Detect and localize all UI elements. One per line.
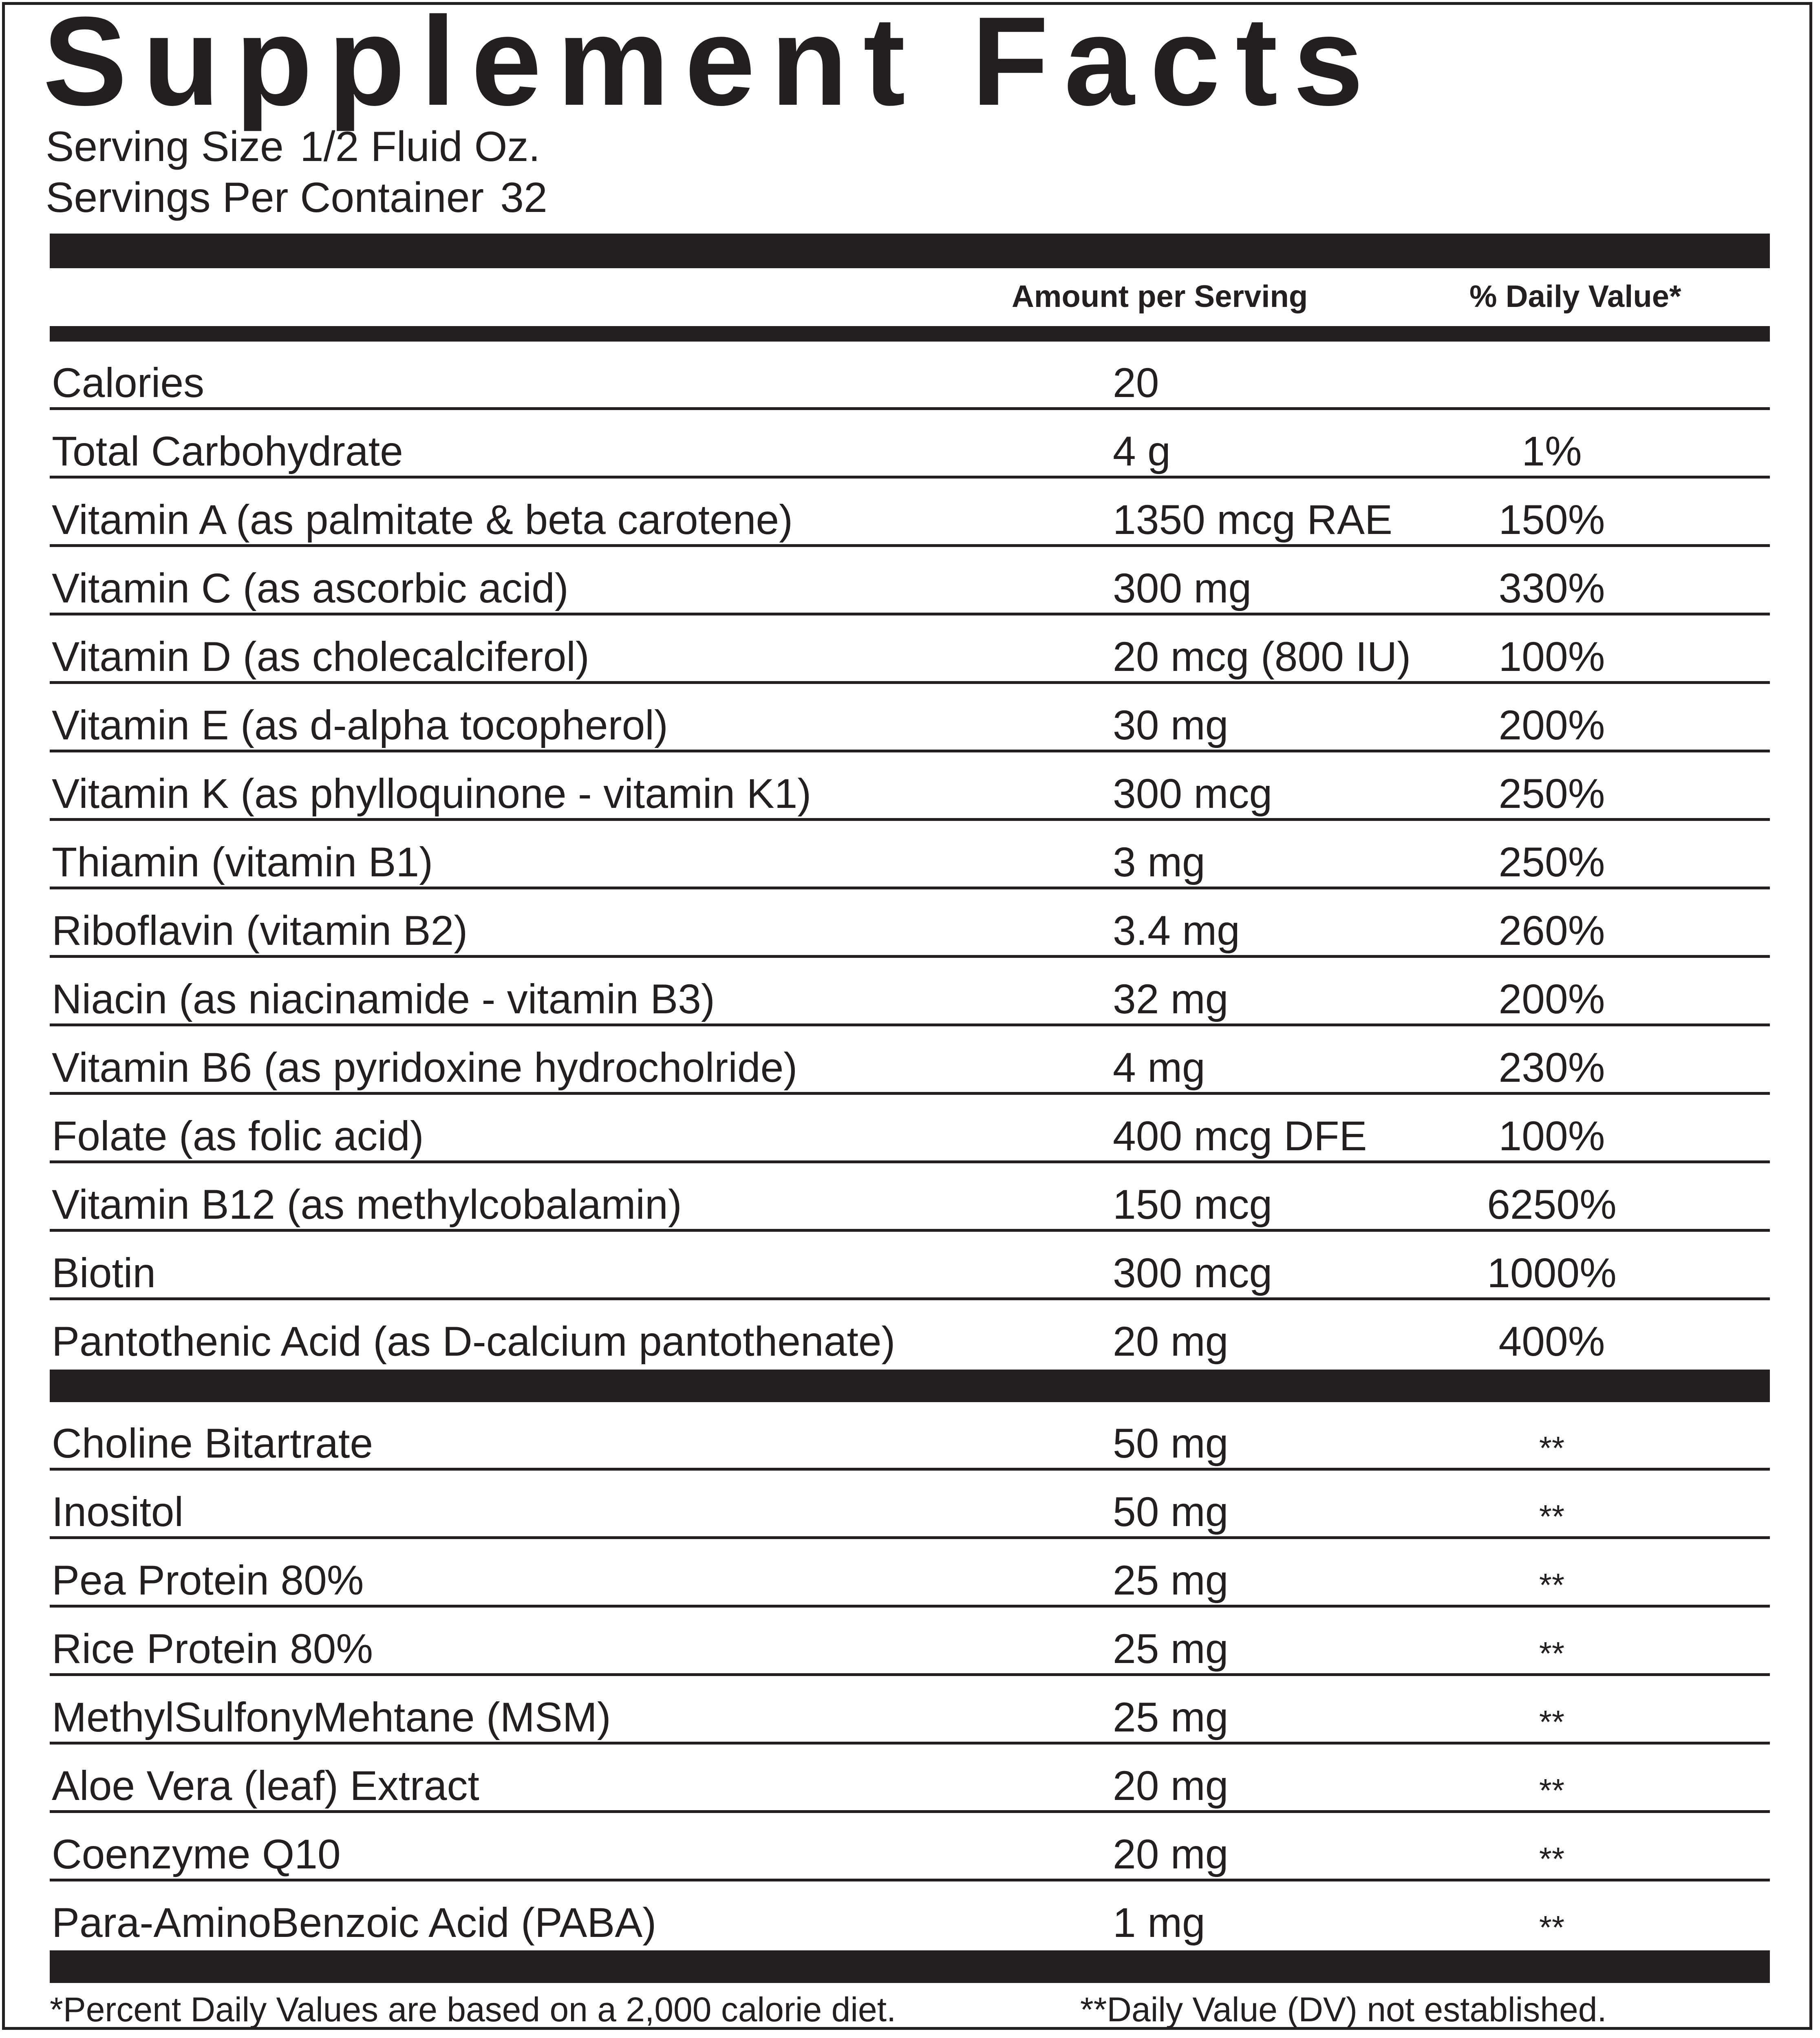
nutrient-row (50, 821, 1770, 889)
amount-per-serving: 400 mcg DFE (1113, 1113, 1367, 1159)
amount-per-serving: 20 mg (1113, 1831, 1229, 1877)
blend-row (50, 1608, 1770, 1676)
amount-per-serving: 20 mg (1113, 1318, 1229, 1365)
ingredient-name: Thiamin (vitamin B1) (52, 839, 433, 885)
amount-per-serving: 3.4 mg (1113, 907, 1240, 954)
nutrient-row (50, 342, 1770, 410)
amount-per-serving: 1350 mcg RAE (1113, 496, 1393, 543)
ingredient-name: Total Carbohydrate (52, 428, 403, 474)
blend-row (50, 1813, 1770, 1881)
ingredient-name: MethylSulfonyMehtane (MSM) (52, 1694, 611, 1740)
nutrient-row (50, 410, 1770, 479)
other-ingredients-table (50, 1402, 1770, 1950)
nutrient-row (50, 547, 1770, 615)
dv-not-established-footnote: **Daily Value (DV) not established. (1080, 1990, 1607, 2029)
ingredient-name: Rice Protein 80% (52, 1626, 373, 1672)
amount-per-serving: 50 mg (1113, 1489, 1229, 1535)
ingredient-name: Vitamin D (as cholecalciferol) (52, 633, 589, 680)
ingredient-name: Para-AminoBenzoic Acid (PABA) (52, 1899, 657, 1946)
amount-per-serving: 30 mg (1113, 702, 1229, 748)
daily-value: 200% (1498, 702, 1605, 748)
ingredient-name: Inositol (52, 1489, 184, 1535)
amount-per-serving: 3 mg (1113, 839, 1205, 885)
blend-row (50, 1881, 1770, 1950)
daily-value: 1000% (1487, 1250, 1617, 1296)
daily-value: 150% (1498, 496, 1605, 543)
blend-row (50, 1745, 1770, 1813)
ingredient-name: Pantothenic Acid (as D-calcium pantothenate) (52, 1318, 896, 1365)
daily-value: ** (1539, 1841, 1565, 1877)
daily-value: 250% (1498, 770, 1605, 817)
thick-divider-middle (50, 1370, 1770, 1402)
daily-value: ** (1539, 1635, 1565, 1672)
nutrient-row (50, 889, 1770, 958)
daily-value: ** (1539, 1567, 1565, 1603)
daily-value-header: % Daily Value* (1469, 279, 1681, 314)
daily-value: 200% (1498, 976, 1605, 1022)
ingredient-name: Vitamin C (as ascorbic acid) (52, 565, 569, 611)
daily-value: 6250% (1487, 1181, 1617, 1228)
blend-row (50, 1402, 1770, 1471)
nutrient-row (50, 1095, 1770, 1163)
nutrient-row (50, 1300, 1770, 1369)
nutrient-row (50, 752, 1770, 821)
amount-per-serving: 32 mg (1113, 976, 1229, 1022)
nutrient-row (50, 479, 1770, 547)
ingredient-name: Vitamin E (as d-alpha tocopherol) (52, 702, 668, 748)
nutrient-table (50, 342, 1770, 1369)
amount-per-serving-header: Amount per Serving (1012, 279, 1308, 314)
amount-per-serving: 300 mcg (1113, 1250, 1273, 1296)
servings-per-container (46, 173, 547, 222)
ingredient-name: Pea Protein 80% (52, 1557, 364, 1603)
thick-divider-bottom (50, 1950, 1770, 1983)
nutrient-row (50, 958, 1770, 1026)
daily-value: ** (1539, 1430, 1565, 1466)
amount-per-serving: 25 mg (1113, 1557, 1229, 1603)
amount-per-serving: 1 mg (1113, 1899, 1205, 1946)
amount-per-serving: 300 mg (1113, 565, 1252, 611)
daily-value: ** (1539, 1704, 1565, 1740)
nutrient-row (50, 1232, 1770, 1300)
serving-size-label: Serving Size (46, 123, 284, 170)
daily-value: 230% (1498, 1044, 1605, 1091)
amount-per-serving: 50 mg (1113, 1420, 1229, 1467)
nutrient-row (50, 615, 1770, 684)
ingredient-name: Folate (as folic acid) (52, 1113, 424, 1159)
amount-per-serving: 4 g (1113, 428, 1171, 474)
amount-per-serving: 4 mg (1113, 1044, 1205, 1091)
amount-per-serving: 300 mcg (1113, 770, 1273, 817)
ingredient-name: Coenzyme Q10 (52, 1831, 341, 1877)
servings-per-container-label: Servings Per Container (46, 174, 484, 221)
amount-per-serving: 150 mcg (1113, 1181, 1273, 1228)
servings-per-container-value: 32 (500, 174, 547, 221)
daily-value: 400% (1498, 1318, 1605, 1365)
ingredient-name: Vitamin K (as phylloquinone - vitamin K1) (52, 770, 812, 817)
nutrient-row (50, 1163, 1770, 1232)
ingredient-name: Biotin (52, 1250, 156, 1296)
percent-dv-footnote: *Percent Daily Values are based on a 2,000 calorie diet. (50, 1990, 896, 2029)
ingredient-name: Vitamin A (as palmitate & beta carotene) (52, 496, 793, 543)
ingredient-name: Riboflavin (vitamin B2) (52, 907, 468, 954)
daily-value: 1% (1522, 428, 1582, 474)
daily-value: ** (1539, 1909, 1565, 1945)
daily-value: 250% (1498, 839, 1605, 885)
amount-per-serving: 25 mg (1113, 1694, 1229, 1740)
blend-row (50, 1676, 1770, 1745)
ingredient-name: Niacin (as niacinamide - vitamin B3) (52, 976, 715, 1022)
panel-title: Supplement Facts (43, 0, 1379, 132)
daily-value: ** (1539, 1498, 1565, 1535)
thick-divider-top (50, 234, 1770, 268)
nutrient-row (50, 1026, 1770, 1095)
ingredient-name: Choline Bitartrate (52, 1420, 373, 1467)
daily-value: 260% (1498, 907, 1605, 954)
medium-divider (50, 326, 1770, 342)
ingredient-name: Aloe Vera (leaf) Extract (52, 1762, 479, 1809)
ingredient-name: Vitamin B6 (as pyridoxine hydrocholride) (52, 1044, 798, 1091)
blend-row (50, 1539, 1770, 1608)
serving-size-value: 1/2 Fluid Oz. (300, 123, 540, 170)
ingredient-name: Calories (52, 360, 205, 406)
serving-size (46, 122, 540, 171)
blend-row (50, 1471, 1770, 1539)
ingredient-name: Vitamin B12 (as methylcobalamin) (52, 1181, 682, 1228)
daily-value: 100% (1498, 633, 1605, 680)
amount-per-serving: 20 (1113, 360, 1159, 406)
daily-value: ** (1539, 1772, 1565, 1809)
daily-value: 100% (1498, 1113, 1605, 1159)
amount-per-serving: 20 mcg (800 IU) (1113, 633, 1411, 680)
daily-value: 330% (1498, 565, 1605, 611)
amount-per-serving: 20 mg (1113, 1762, 1229, 1809)
nutrient-row (50, 684, 1770, 752)
amount-per-serving: 25 mg (1113, 1626, 1229, 1672)
